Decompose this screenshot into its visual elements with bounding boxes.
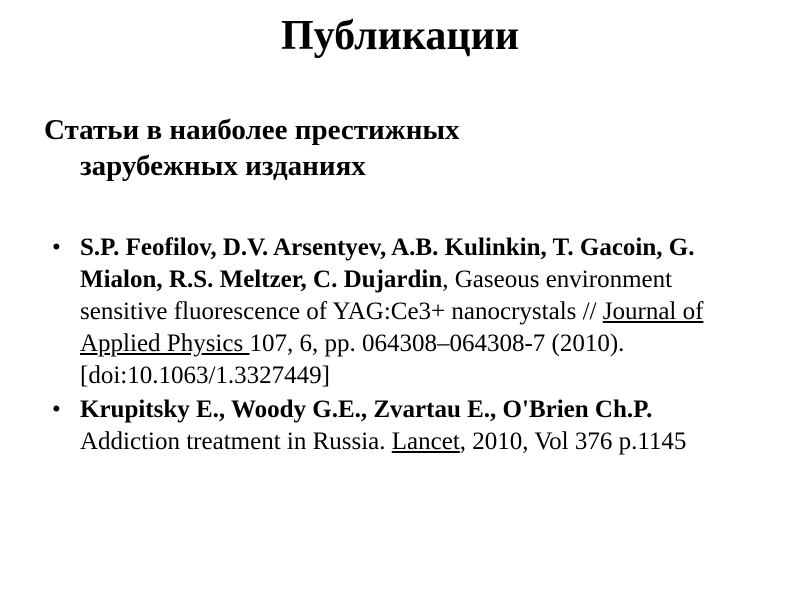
journal-link[interactable]: Lancet bbox=[391, 428, 460, 455]
bullet-icon: • bbox=[52, 396, 61, 423]
journal-link[interactable]: Journal of Applied Physics bbox=[80, 298, 704, 357]
publication-title: Addiction treatment in Russia. bbox=[80, 428, 392, 455]
publication-item bbox=[52, 232, 752, 392]
publication-list bbox=[52, 232, 752, 460]
publication-details: , 2010, Vol 376 p.1145 bbox=[459, 428, 687, 455]
page-title: Публикации bbox=[281, 13, 519, 59]
publication-item bbox=[52, 394, 752, 458]
publication-details: 107, 6, pp. 064308–064308-7 (2010). [doi:10.1063/1.3327449] bbox=[80, 330, 625, 389]
section-heading-line-2: зарубежных изданиях bbox=[80, 150, 366, 182]
section-heading bbox=[44, 112, 604, 184]
publication-authors: S.P. Feofilov, D.V. Arsentyev, A.B. Kulinkin, T. Gacoin, G. Mialon, R.S. Meltzer, C. Dujardin bbox=[80, 234, 695, 293]
publication-title: Gaseous environment sensitive fluorescence of YAG:Ce3+ nanocrystals // bbox=[80, 266, 673, 325]
section-heading-line-1: Статьи в наиболее престижных bbox=[44, 114, 460, 146]
publication-authors: Krupitsky E., Woody G.E., Zvartau E., O'Brien Ch.P. bbox=[80, 396, 653, 423]
bullet-icon: • bbox=[52, 234, 61, 261]
publication-separator: , bbox=[442, 266, 455, 293]
